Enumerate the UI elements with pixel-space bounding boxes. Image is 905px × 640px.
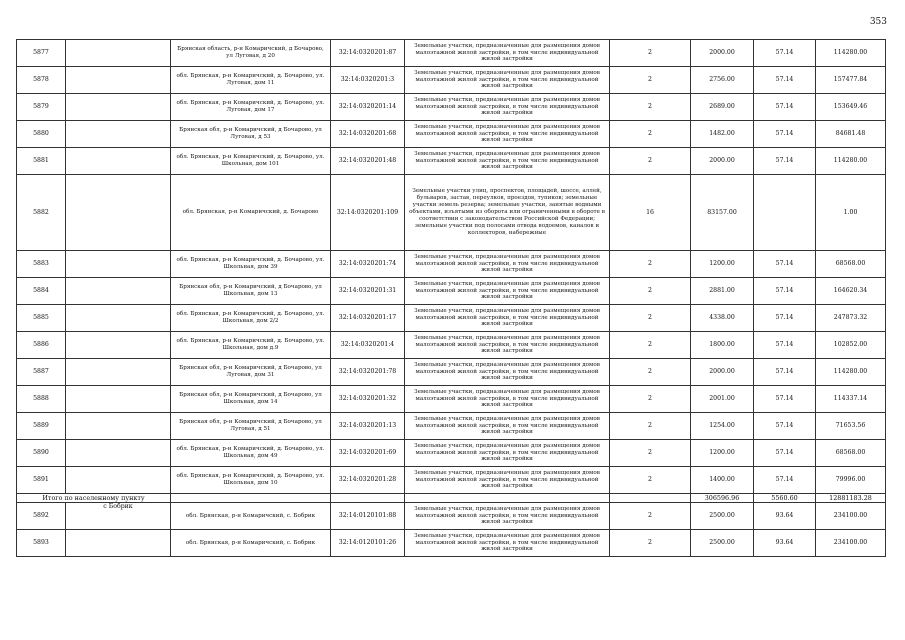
cell-empty	[66, 67, 171, 94]
rate-cell: 57.14	[754, 359, 816, 386]
row-number: 5883	[17, 251, 66, 278]
table-row	[17, 94, 886, 121]
value-cell: 102852.00	[816, 332, 886, 359]
cell-empty	[66, 94, 171, 121]
use-code: 2	[610, 332, 691, 359]
cadastral-number: 32:14:0320201:14	[331, 94, 405, 121]
use-code: 2	[610, 278, 691, 305]
rate-cell: 57.14	[754, 251, 816, 278]
address-cell: обл. Брянская, р-н Комаричский, д. Бочарово, ул. Школьная, дом д.9	[171, 332, 331, 359]
row-number: 5889	[17, 413, 66, 440]
value-cell: 79996.00	[816, 467, 886, 494]
table-row	[17, 67, 886, 94]
rate-cell: 57.14	[754, 148, 816, 175]
cadastral-number: 32:14:0320201:28	[331, 467, 405, 494]
address-cell: обл. Брянская, р-н Комаричский, д. Бочарово, ул. Луговая, дом 11	[171, 67, 331, 94]
cell-empty	[405, 494, 610, 503]
total-value: 12881183.28	[816, 494, 886, 503]
land-use-cell: Земельные участки, предназначенные для размещения домов малоэтажной жилой застройки, в том числе индивидуальной жилой застройки	[405, 251, 610, 278]
table-row	[17, 440, 886, 467]
value-cell: 114337.14	[816, 386, 886, 413]
table-row	[17, 278, 886, 305]
table-row	[17, 175, 886, 251]
address-cell: обл. Брянская, р-н Комаричский, д. Бочарово, ул. Школьная, дом 2/2	[171, 305, 331, 332]
row-number: 5886	[17, 332, 66, 359]
use-code: 2	[610, 251, 691, 278]
total-area: 306596.96	[691, 494, 754, 503]
rate-cell: 57.14	[754, 440, 816, 467]
cell-empty	[66, 278, 171, 305]
value-cell: 114280.00	[816, 40, 886, 67]
use-code: 2	[610, 413, 691, 440]
cadastral-table	[16, 39, 886, 557]
row-number: 5882	[17, 175, 66, 251]
area-cell: 1800.00	[691, 332, 754, 359]
cell-empty	[66, 413, 171, 440]
area-cell: 1400.00	[691, 467, 754, 494]
address-cell: Брянская обл, р-н Комаричский, д Бочарово, ул Луговая, дом 31	[171, 359, 331, 386]
cadastral-number: 32:14:0320201:69	[331, 440, 405, 467]
rate-cell: 57.14	[754, 278, 816, 305]
area-cell: 1482.00	[691, 121, 754, 148]
rate-cell: 93.64	[754, 503, 816, 530]
row-number: 5877	[17, 40, 66, 67]
land-use-cell: Земельные участки, предназначенные для размещения домов малоэтажной жилой застройки, в том числе индивидуальной жилой застройки	[405, 440, 610, 467]
value-cell: 71653.56	[816, 413, 886, 440]
cell-empty	[66, 386, 171, 413]
use-code: 2	[610, 94, 691, 121]
rate-cell: 57.14	[754, 467, 816, 494]
cell-empty	[66, 359, 171, 386]
rate-cell: 57.14	[754, 67, 816, 94]
address-cell: обл. Брянская, р-н Комаричский, с. Бобрик	[171, 503, 331, 530]
address-cell: обл. Брянская, р-н Комаричский, д. Бочарово, ул. Школьная, дом 10	[171, 467, 331, 494]
cell-empty	[331, 494, 405, 503]
address-cell: Брянская обл, р-н Комаричский, д Бочарово, ул Школьная, дом 13	[171, 278, 331, 305]
address-cell: обл. Брянская, р-н Комаричский, д. Бочарово, ул. Школьная, дом 101	[171, 148, 331, 175]
cell-empty	[171, 494, 331, 503]
area-cell: 2000.00	[691, 40, 754, 67]
land-use-cell: Земельные участки, предназначенные для размещения домов малоэтажной жилой застройки, в том числе индивидуальной жилой застройки	[405, 67, 610, 94]
value-cell: 247873.32	[816, 305, 886, 332]
use-code: 2	[610, 503, 691, 530]
address-cell: Брянская обл, р-н Комаричский, д Бочарово, ул Луговая, д 51	[171, 413, 331, 440]
cadastral-number: 32:14:0320201:32	[331, 386, 405, 413]
area-cell: 1200.00	[691, 440, 754, 467]
land-use-cell: Земельные участки, предназначенные для размещения домов малоэтажной жилой застройки, в том числе индивидуальной жилой застройки	[405, 386, 610, 413]
rate-cell	[754, 175, 816, 251]
row-number: 5888	[17, 386, 66, 413]
area-cell: 2881.00	[691, 278, 754, 305]
use-code: 2	[610, 148, 691, 175]
total-row	[17, 494, 886, 503]
address-cell: обл. Брянская, р-н Комаричский, д. Бочарово	[171, 175, 331, 251]
cadastral-number: 32:14:0320201:74	[331, 251, 405, 278]
table-row	[17, 251, 886, 278]
rate-cell: 57.14	[754, 40, 816, 67]
row-number: 5890	[17, 440, 66, 467]
cadastral-number: 32:14:0320201:3	[331, 67, 405, 94]
table-row	[17, 503, 886, 530]
use-code: 2	[610, 121, 691, 148]
use-code: 2	[610, 359, 691, 386]
cadastral-number: 32:14:0320201:78	[331, 359, 405, 386]
address-cell: обл. Брянская, р-н Комаричский, д. Бочарово, ул. Луговая, дом 17	[171, 94, 331, 121]
rate-cell: 57.14	[754, 305, 816, 332]
row-number: 5887	[17, 359, 66, 386]
cell-empty	[66, 467, 171, 494]
cell-empty	[66, 251, 171, 278]
use-code: 2	[610, 386, 691, 413]
area-cell: 2500.00	[691, 530, 754, 557]
use-code: 2	[610, 40, 691, 67]
cadastral-number: 32:14:0320201:17	[331, 305, 405, 332]
land-use-cell: Земельные участки, предназначенные для размещения домов малоэтажной жилой застройки, в том числе индивидуальной жилой застройки	[405, 467, 610, 494]
land-use-cell: Земельные участки, предназначенные для размещения домов малоэтажной жилой застройки, в том числе индивидуальной жилой застройки	[405, 359, 610, 386]
address-cell: обл. Брянская, р-н Комаричский, с. Бобрик	[171, 530, 331, 557]
table-row	[17, 386, 886, 413]
address-cell: обл. Брянская, р-н Комаричский, д. Бочарово, ул. Школьная, дом 39	[171, 251, 331, 278]
row-number: 5892	[17, 503, 66, 530]
area-cell: 2756.00	[691, 67, 754, 94]
row-number: 5879	[17, 94, 66, 121]
row-number: 5885	[17, 305, 66, 332]
value-cell: 114280.00	[816, 148, 886, 175]
row-number: 5891	[17, 467, 66, 494]
row-number: 5893	[17, 530, 66, 557]
cell-empty	[610, 494, 691, 503]
row-number: 5884	[17, 278, 66, 305]
land-use-cell: Земельные участки, предназначенные для размещения домов малоэтажной жилой застройки, в том числе индивидуальной жилой застройки	[405, 503, 610, 530]
row-number: 5881	[17, 148, 66, 175]
value-cell: 153649.46	[816, 94, 886, 121]
row-number: 5880	[17, 121, 66, 148]
value-cell: 1.00	[816, 175, 886, 251]
cadastral-number: 32:14:0320201:68	[331, 121, 405, 148]
cell-empty	[66, 305, 171, 332]
rate-cell: 57.14	[754, 332, 816, 359]
use-code: 2	[610, 530, 691, 557]
value-cell: 84681.48	[816, 121, 886, 148]
value-cell: 164620.34	[816, 278, 886, 305]
rate-cell: 93.64	[754, 530, 816, 557]
value-cell: 234100.00	[816, 503, 886, 530]
cell-empty	[66, 332, 171, 359]
cadastral-number: 32:14:0320201:48	[331, 148, 405, 175]
cadastral-number: 32:14:0320201:31	[331, 278, 405, 305]
area-cell: 1254.00	[691, 413, 754, 440]
cell-empty	[66, 121, 171, 148]
cadastral-number: 32:14:0320201:4	[331, 332, 405, 359]
use-code: 16	[610, 175, 691, 251]
use-code: 2	[610, 440, 691, 467]
total-rate: 5560.60	[754, 494, 816, 503]
address-cell: Брянская обл, р-н Комаричский, д Бочарово, ул Школьная, дом 14	[171, 386, 331, 413]
land-use-cell: Земельные участки улиц, проспектов, площадей, шоссе, аллей, бульваров, застав, переулков, проездов, тупиков; земельные участки земель резерва; земельные участки, занятые водными объектами, изъятыми из оборота или ограниченными в обороте в соответствии с законодательством Российской Федерации; земельные участки под полосами отвода водоемов, каналов и коллекторов, набережные	[405, 175, 610, 251]
table-row	[17, 332, 886, 359]
cadastral-number: 32:14:0320201:109	[331, 175, 405, 251]
table-row	[17, 121, 886, 148]
cell-empty	[66, 148, 171, 175]
rate-cell: 57.14	[754, 121, 816, 148]
cadastral-number: 32:14:0320201:87	[331, 40, 405, 67]
use-code: 2	[610, 67, 691, 94]
cell-empty	[66, 530, 171, 557]
cell-empty	[66, 440, 171, 467]
rate-cell: 57.14	[754, 94, 816, 121]
cadastral-number: 32:14:0320201:13	[331, 413, 405, 440]
land-use-cell: Земельные участки, предназначенные для размещения домов малоэтажной жилой застройки, в том числе индивидуальной жилой застройки	[405, 530, 610, 557]
land-use-cell: Земельные участки, предназначенные для размещения домов малоэтажной жилой застройки, в том числе индивидуальной жилой застройки	[405, 121, 610, 148]
cell-empty	[66, 40, 171, 67]
land-use-cell: Земельные участки, предназначенные для размещения домов малоэтажной жилой застройки, в том числе индивидуальной жилой застройки	[405, 305, 610, 332]
area-cell: 2001.00	[691, 386, 754, 413]
land-use-cell: Земельные участки, предназначенные для размещения домов малоэтажной жилой застройки, в том числе индивидуальной жилой застройки	[405, 278, 610, 305]
table-row	[17, 530, 886, 557]
value-cell: 157477.84	[816, 67, 886, 94]
value-cell: 68568.00	[816, 440, 886, 467]
rate-cell: 57.14	[754, 413, 816, 440]
address-cell: Брянская область, р-н Комаричский, д Бочарово, ул Луговая, д 20	[171, 40, 331, 67]
cadastral-number: 32:14:0120101:26	[331, 530, 405, 557]
address-cell: Брянская обл, р-н Комаричский, д Бочарово, ул Луговая, д 53	[171, 121, 331, 148]
table-row	[17, 305, 886, 332]
value-cell: 114280.00	[816, 359, 886, 386]
cadastral-number: 32:14:0120101:88	[331, 503, 405, 530]
rate-cell: 57.14	[754, 386, 816, 413]
land-use-cell: Земельные участки, предназначенные для размещения домов малоэтажной жилой застройки, в том числе индивидуальной жилой застройки	[405, 94, 610, 121]
area-cell: 2000.00	[691, 359, 754, 386]
value-cell: 234100.00	[816, 530, 886, 557]
area-cell: 2689.00	[691, 94, 754, 121]
page-number: 353	[869, 17, 887, 27]
settlement-name: с Бобрик	[66, 503, 171, 530]
table-row	[17, 413, 886, 440]
use-code: 2	[610, 467, 691, 494]
land-use-cell: Земельные участки, предназначенные для размещения домов малоэтажной жилой застройки, в том числе индивидуальной жилой застройки	[405, 40, 610, 67]
total-label: Итого по населенному пункту	[17, 494, 171, 503]
value-cell: 68568.00	[816, 251, 886, 278]
area-cell: 2000.00	[691, 148, 754, 175]
area-cell: 1200.00	[691, 251, 754, 278]
land-use-cell: Земельные участки, предназначенные для размещения домов малоэтажной жилой застройки, в том числе индивидуальной жилой застройки	[405, 332, 610, 359]
cell-empty	[66, 175, 171, 251]
use-code: 2	[610, 305, 691, 332]
area-cell: 83157.00	[691, 175, 754, 251]
table-row	[17, 148, 886, 175]
area-cell: 4338.00	[691, 305, 754, 332]
address-cell: обл. Брянская, р-н Комаричский, д. Бочарово, ул. Школьная, дом 49	[171, 440, 331, 467]
table-row	[17, 467, 886, 494]
row-number: 5878	[17, 67, 66, 94]
table-row	[17, 359, 886, 386]
area-cell: 2500.00	[691, 503, 754, 530]
land-use-cell: Земельные участки, предназначенные для размещения домов малоэтажной жилой застройки, в том числе индивидуальной жилой застройки	[405, 148, 610, 175]
table-row	[17, 40, 886, 67]
land-use-cell: Земельные участки, предназначенные для размещения домов малоэтажной жилой застройки, в том числе индивидуальной жилой застройки	[405, 413, 610, 440]
